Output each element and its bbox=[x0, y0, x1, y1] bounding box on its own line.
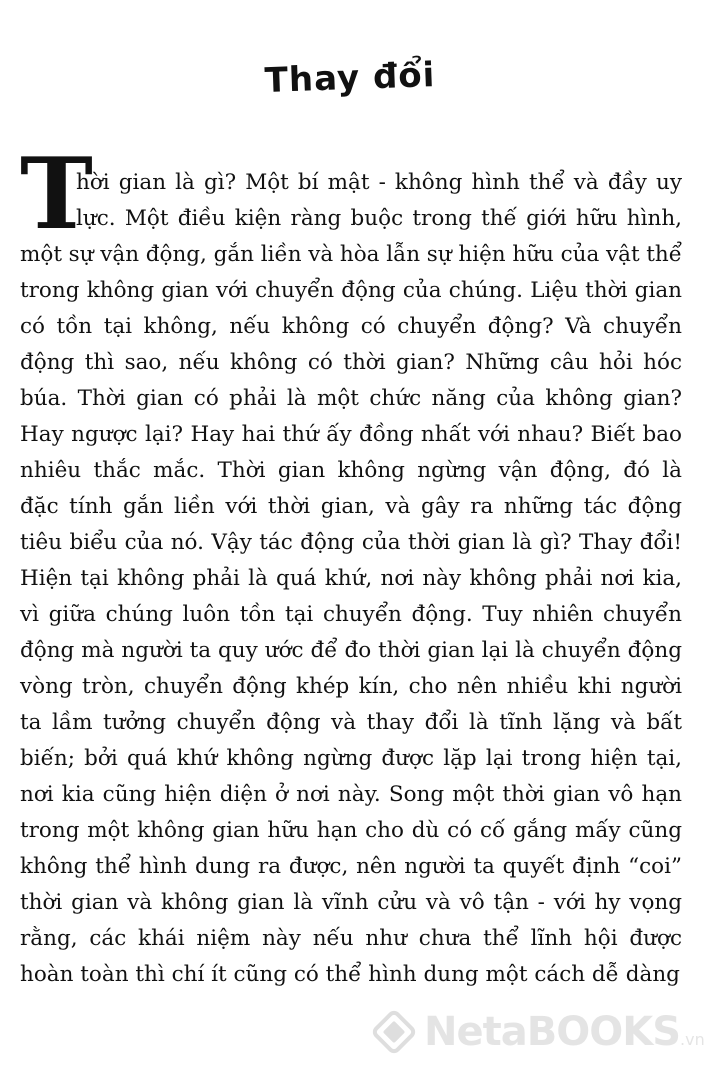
text-line: biến; bởi quá khứ không ngừng được lặp lại trong hiện tại, bbox=[20, 746, 682, 771]
drop-cap: T bbox=[20, 137, 93, 252]
text-line: ta lầm tưởng chuyển động và thay đổi là tĩnh lặng và bất bbox=[20, 710, 682, 735]
text-line: tiêu biểu của nó. Vậy tác động của thời gian là gì? Thay đổi! bbox=[20, 530, 682, 555]
text-line: thời gian và không gian là vĩnh cửu và vô tận - với hy vọng bbox=[20, 890, 682, 915]
watermark-text bbox=[424, 1008, 705, 1064]
text-line: vòng tròn, chuyển động khép kín, cho nên nhiều khi người bbox=[20, 674, 682, 699]
text-line: rằng, các khái niệm này nếu như chưa thể lĩnh hội được bbox=[20, 926, 682, 951]
text-line: không thể hình dung ra được, nên người ta quyết định “coi” bbox=[20, 854, 682, 879]
chapter-title: Thay đổi bbox=[264, 55, 436, 101]
watermark-suffix: .vn bbox=[680, 1030, 705, 1049]
text-line: động mà người ta quy ước để đo thời gian lại là chuyển động bbox=[20, 638, 682, 663]
text-line: hoàn toàn thì chí ít cũng có thể hình dung một cách dễ dàng bbox=[20, 962, 680, 987]
text-line: vì giữa chúng luôn tồn tại chuyển động. Tuy nhiên chuyển bbox=[20, 602, 682, 627]
text-line: nơi kia cũng hiện diện ở nơi này. Song một thời gian vô hạn bbox=[20, 782, 682, 807]
text-line: Hiện tại không phải là quá khứ, nơi này không phải nơi kia, bbox=[20, 566, 682, 591]
text-line: lực. Một điều kiện ràng buộc trong thế giới hữu hình, bbox=[76, 206, 682, 231]
text-line: hời gian là gì? Một bí mật - không hình thể và đầy uy bbox=[76, 170, 682, 195]
watermark-brand: NetaBOOKS bbox=[424, 1009, 681, 1055]
text-line: động thì sao, nếu không có thời gian? Những câu hỏi hóc bbox=[20, 350, 682, 375]
text-line: đặc tính gắn liền với thời gian, và gây ra những tác động bbox=[20, 494, 682, 519]
text-line: có tồn tại không, nếu không có chuyển động? Và chuyển bbox=[20, 314, 682, 339]
text-line: nhiêu thắc mắc. Thời gian không ngừng vận động, đó là bbox=[20, 458, 682, 483]
watermark bbox=[370, 1002, 705, 1062]
text-line: Hay ngược lại? Hay hai thứ ấy đồng nhất với nhau? Biết bao bbox=[20, 422, 682, 447]
text-line: một sự vận động, gắn liền và hòa lẫn sự hiện hữu của vật thể bbox=[20, 242, 682, 267]
brand-logo-icon bbox=[370, 1008, 418, 1056]
text-line: trong một không gian hữu hạn cho dù có cố gắng mấy cũng bbox=[20, 818, 682, 843]
text-line: trong không gian với chuyển động của chúng. Liệu thời gian bbox=[20, 278, 682, 303]
text-line: búa. Thời gian có phải là một chức năng của không gian? bbox=[20, 386, 682, 411]
